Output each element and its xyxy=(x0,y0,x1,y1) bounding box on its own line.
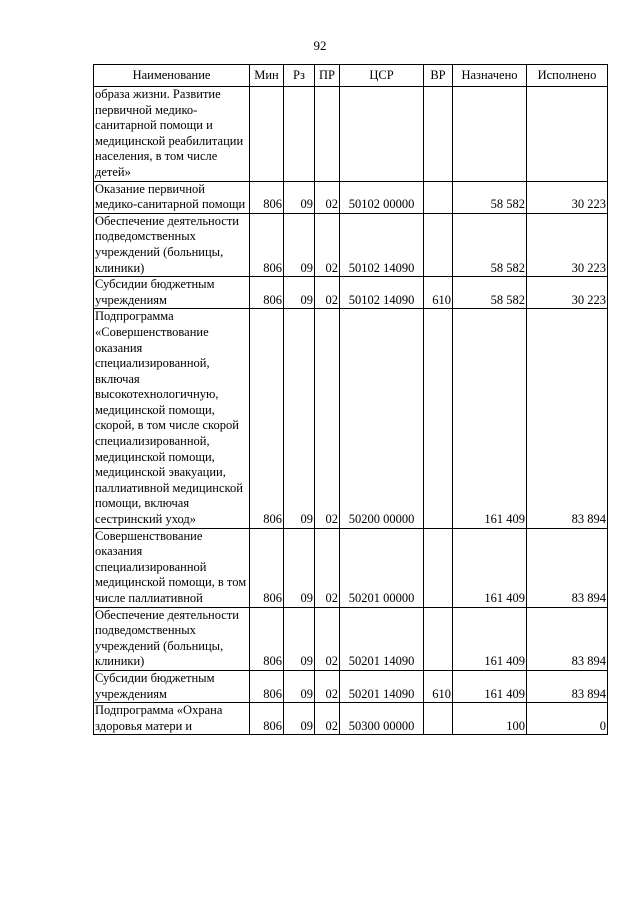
row-assigned xyxy=(453,87,527,182)
row-min: 806 xyxy=(250,528,284,607)
row-vr xyxy=(424,213,453,276)
row-name: Обеспечение деятельности подведомственных учреждений (больницы, клиники) xyxy=(94,213,250,276)
row-executed: 83 894 xyxy=(527,528,608,607)
row-csr: 50102 14090 xyxy=(340,213,424,276)
row-vr xyxy=(424,309,453,528)
row-assigned: 58 582 xyxy=(453,277,527,309)
table-header-row xyxy=(94,65,608,87)
row-name: Подпрограмма «Совершенствование оказания специализированной, включая высокотехнологичную, медицинской помощи, скорой, в том числе скорой специализированной, медицинской помощи, медицинской эвакуации, паллиативной медицинской помощи, включая сестринский уход» xyxy=(94,309,250,528)
row-name: Субсидии бюджетным учреждениям xyxy=(94,277,250,309)
row-min: 806 xyxy=(250,277,284,309)
header-csr: ЦСР xyxy=(340,65,424,87)
row-assigned: 161 409 xyxy=(453,607,527,670)
table-row xyxy=(94,213,608,276)
table-row xyxy=(94,607,608,670)
row-assigned: 161 409 xyxy=(453,309,527,528)
row-assigned: 58 582 xyxy=(453,213,527,276)
row-name: Обеспечение деятельности подведомственных учреждений (больницы, клиники) xyxy=(94,607,250,670)
row-vr xyxy=(424,87,453,182)
table-row xyxy=(94,87,608,182)
header-assigned: Назначено xyxy=(453,65,527,87)
row-min: 806 xyxy=(250,181,284,213)
table-row xyxy=(94,309,608,528)
row-pr: 02 xyxy=(315,213,340,276)
row-executed: 30 223 xyxy=(527,213,608,276)
row-csr: 50102 14090 xyxy=(340,277,424,309)
row-vr: 610 xyxy=(424,277,453,309)
row-assigned: 161 409 xyxy=(453,528,527,607)
row-pr: 02 xyxy=(315,309,340,528)
row-name: образа жизни. Развитие первичной медико-санитарной помощи и медицинской реабилитации населения, в том числе детей» xyxy=(94,87,250,182)
row-pr: 02 xyxy=(315,670,340,702)
row-csr: 50200 00000 xyxy=(340,309,424,528)
table-row xyxy=(94,703,608,735)
row-executed: 30 223 xyxy=(527,181,608,213)
row-rz xyxy=(284,87,315,182)
row-min: 806 xyxy=(250,670,284,702)
row-rz: 09 xyxy=(284,528,315,607)
header-rz: Рз xyxy=(284,65,315,87)
row-vr xyxy=(424,181,453,213)
header-min: Мин xyxy=(250,65,284,87)
row-min: 806 xyxy=(250,607,284,670)
budget-table xyxy=(93,64,608,735)
row-rz: 09 xyxy=(284,309,315,528)
row-pr: 02 xyxy=(315,607,340,670)
row-vr xyxy=(424,607,453,670)
row-rz: 09 xyxy=(284,181,315,213)
table-row xyxy=(94,670,608,702)
row-executed: 83 894 xyxy=(527,309,608,528)
row-min: 806 xyxy=(250,213,284,276)
row-vr xyxy=(424,528,453,607)
header-executed: Исполнено xyxy=(527,65,608,87)
row-csr: 50102 00000 xyxy=(340,181,424,213)
row-executed: 83 894 xyxy=(527,607,608,670)
header-pr: ПР xyxy=(315,65,340,87)
row-name: Субсидии бюджетным учреждениям xyxy=(94,670,250,702)
row-min: 806 xyxy=(250,703,284,735)
row-pr: 02 xyxy=(315,703,340,735)
row-assigned: 58 582 xyxy=(453,181,527,213)
row-csr: 50201 00000 xyxy=(340,528,424,607)
row-assigned: 100 xyxy=(453,703,527,735)
page-number: 92 xyxy=(313,38,327,53)
row-min xyxy=(250,87,284,182)
row-name: Совершенствование оказания специализированной медицинской помощи, в том числе паллиативной xyxy=(94,528,250,607)
row-rz: 09 xyxy=(284,607,315,670)
row-pr xyxy=(315,87,340,182)
row-pr: 02 xyxy=(315,528,340,607)
row-vr xyxy=(424,703,453,735)
row-rz: 09 xyxy=(284,703,315,735)
table-row xyxy=(94,528,608,607)
row-csr: 50201 14090 xyxy=(340,670,424,702)
row-rz: 09 xyxy=(284,670,315,702)
table-row xyxy=(94,181,608,213)
table-row xyxy=(94,277,608,309)
row-executed: 0 xyxy=(527,703,608,735)
row-csr xyxy=(340,87,424,182)
row-assigned: 161 409 xyxy=(453,670,527,702)
row-executed xyxy=(527,87,608,182)
row-pr: 02 xyxy=(315,181,340,213)
header-vr: ВР xyxy=(424,65,453,87)
row-name: Подпрограмма «Охрана здоровья матери и xyxy=(94,703,250,735)
row-executed: 30 223 xyxy=(527,277,608,309)
row-pr: 02 xyxy=(315,277,340,309)
header-name: Наименование xyxy=(94,65,250,87)
row-rz: 09 xyxy=(284,277,315,309)
row-executed: 83 894 xyxy=(527,670,608,702)
row-min: 806 xyxy=(250,309,284,528)
row-vr: 610 xyxy=(424,670,453,702)
row-name: Оказание первичной медико-санитарной помощи xyxy=(94,181,250,213)
row-csr: 50300 00000 xyxy=(340,703,424,735)
row-csr: 50201 14090 xyxy=(340,607,424,670)
row-rz: 09 xyxy=(284,213,315,276)
